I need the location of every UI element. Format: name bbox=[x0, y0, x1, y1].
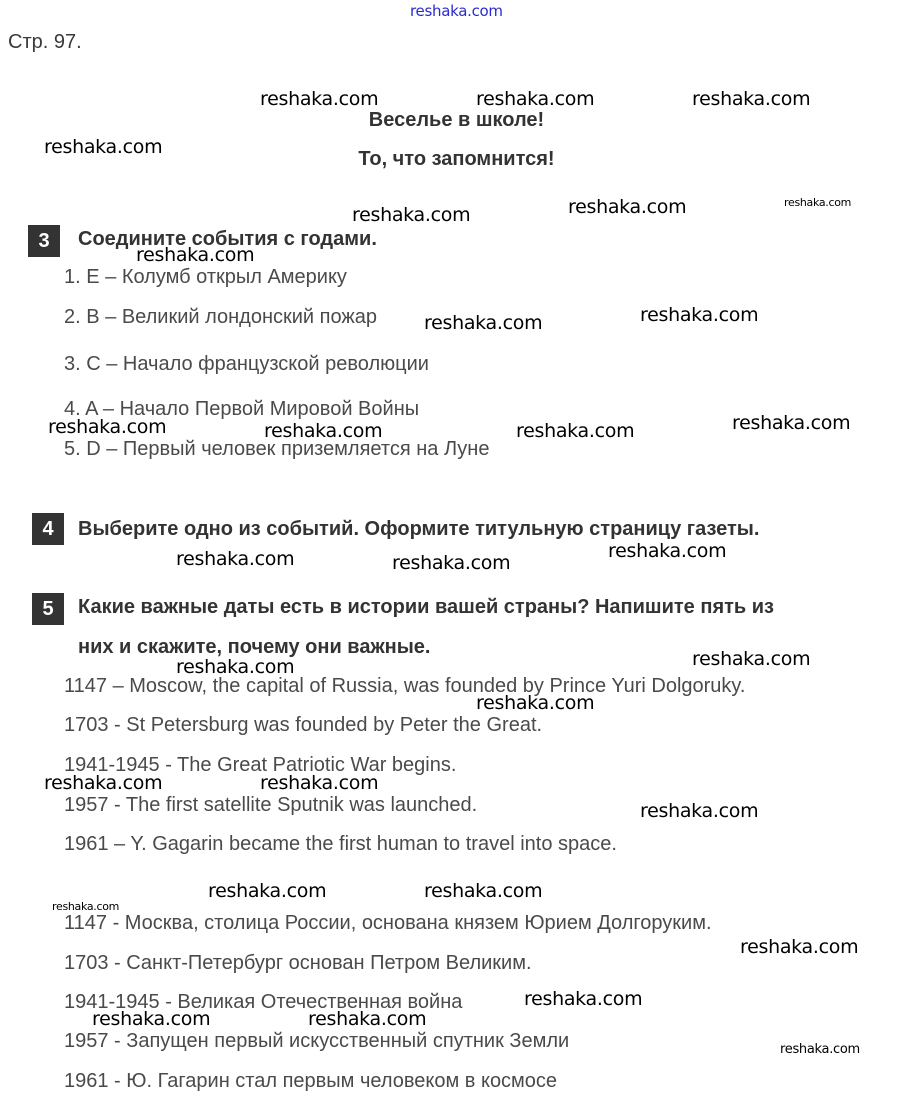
page-subtitle: То, что запомнится! bbox=[358, 148, 555, 170]
watermark: reshaka.com bbox=[92, 1008, 211, 1030]
exercise-5-heading-line1: Какие важные даты есть в истории вашей страны? Напишите пять из bbox=[78, 596, 774, 618]
watermark: reshaka.com bbox=[44, 772, 163, 794]
watermark: reshaka.com bbox=[176, 656, 295, 678]
english-date-item: 1941-1945 - The Great Patriotic War begins. bbox=[64, 754, 457, 776]
watermark: reshaka.com bbox=[516, 420, 635, 442]
watermark: reshaka.com bbox=[260, 772, 379, 794]
russian-date-item: 1703 - Санкт-Петербург основан Петром Великим. bbox=[64, 952, 532, 974]
watermark: reshaka.com bbox=[780, 1042, 860, 1057]
watermark: reshaka.com bbox=[260, 88, 379, 110]
exercise-5-heading-line2: них и скажите, почему они важные. bbox=[78, 636, 431, 658]
russian-date-item: 1941-1945 - Великая Отечественная война bbox=[64, 991, 463, 1013]
watermark: reshaka.com bbox=[740, 936, 859, 958]
watermark: reshaka.com bbox=[308, 1008, 427, 1030]
watermark: reshaka.com bbox=[640, 800, 759, 822]
english-date-item: 1957 - The first satellite Sputnik was launched. bbox=[64, 794, 478, 816]
watermark: reshaka.com bbox=[44, 136, 163, 158]
russian-date-item: 1147 - Москва, столица России, основана князем Юрием Долгоруким. bbox=[64, 912, 712, 934]
list-item: 2. B – Великий лондонский пожар bbox=[64, 306, 378, 328]
watermark: reshaka.com bbox=[640, 304, 759, 326]
exercise-3-badge: 3 bbox=[28, 225, 60, 257]
watermark: reshaka.com bbox=[264, 420, 383, 442]
watermark: reshaka.com bbox=[392, 552, 511, 574]
watermark: reshaka.com bbox=[176, 548, 295, 570]
english-date-item: 1961 – Y. Gagarin became the first human to travel into space. bbox=[64, 833, 617, 855]
exercise-4-badge: 4 bbox=[32, 513, 64, 545]
watermark: reshaka.com bbox=[692, 648, 811, 670]
watermark: reshaka.com bbox=[424, 312, 543, 334]
watermark: reshaka.com bbox=[732, 412, 851, 434]
watermark: reshaka.com bbox=[410, 2, 503, 20]
watermark: reshaka.com bbox=[692, 88, 811, 110]
watermark: reshaka.com bbox=[476, 692, 595, 714]
russian-date-item: 1957 - Запущен первый искусственный спутник Земли bbox=[64, 1030, 570, 1052]
watermark: reshaka.com bbox=[424, 880, 543, 902]
exercise-3-heading: Соедините события с годами. bbox=[78, 228, 377, 250]
watermark: reshaka.com bbox=[352, 204, 471, 226]
list-item: 3. C – Начало французской революции bbox=[64, 353, 429, 375]
watermark: reshaka.com bbox=[208, 880, 327, 902]
watermark: reshaka.com bbox=[568, 196, 687, 218]
english-date-item: 1703 - St Petersburg was founded by Peter the Great. bbox=[64, 714, 543, 736]
list-item: 1. E – Колумб открыл Америку bbox=[64, 266, 347, 288]
exercise-5-badge: 5 bbox=[32, 593, 64, 625]
watermark: reshaka.com bbox=[524, 988, 643, 1010]
russian-date-item: 1961 - Ю. Гагарин стал первым человеком в космосе bbox=[64, 1070, 558, 1092]
watermark: reshaka.com bbox=[608, 540, 727, 562]
watermark: reshaka.com bbox=[136, 244, 255, 266]
exercise-4-heading: Выберите одно из событий. Оформите титульную страницу газеты. bbox=[78, 518, 760, 540]
watermark: reshaka.com bbox=[476, 88, 595, 110]
page-number: Стр. 97. bbox=[8, 31, 82, 53]
list-item: 4. A – Начало Первой Мировой Войны bbox=[64, 398, 420, 420]
watermark: reshaka.com bbox=[52, 900, 120, 913]
english-date-item: 1147 – Moscow, the capital of Russia, was founded by Prince Yuri Dolgoruky. bbox=[64, 675, 746, 697]
page-title: Веселье в школе! bbox=[368, 109, 545, 131]
list-item: 5. D – Первый человек приземляется на Луне bbox=[64, 438, 490, 460]
watermark: reshaka.com bbox=[784, 196, 852, 209]
watermark: reshaka.com bbox=[48, 416, 167, 438]
